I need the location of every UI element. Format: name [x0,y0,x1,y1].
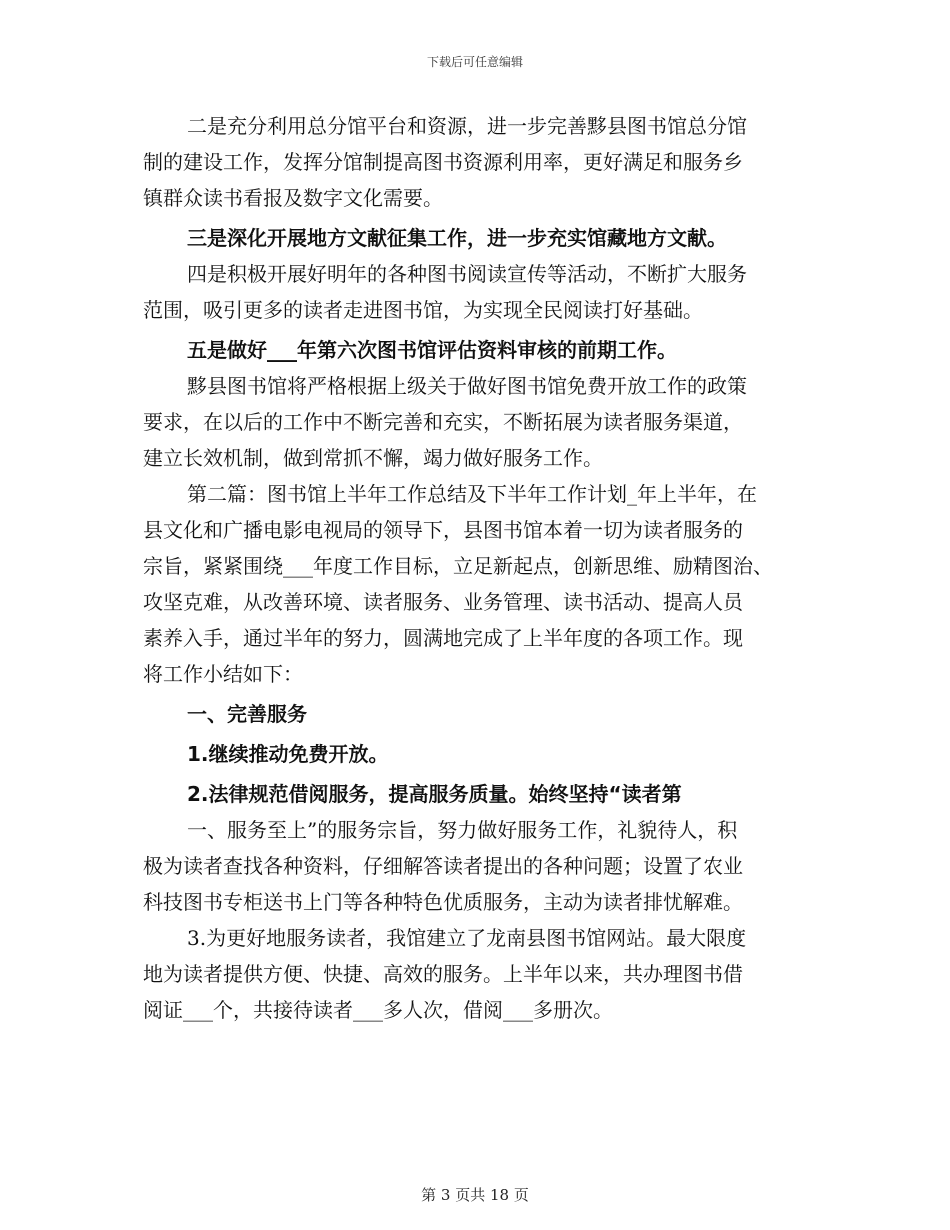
text-line: 科技图书专柜送书上门等各种特色优质服务，主动为读者排忧解难。 [143,890,743,914]
text-line: 四是积极开展好明年的各种图书阅读宣传等活动，不断扩大服务 [187,262,747,286]
heading-line: 2.法律规范借阅服务，提高服务质量。始终坚持“读者第 [187,782,682,806]
text-line: 第二篇：图书馆上半年工作总结及下半年工作计划_年上半年，在 [187,482,757,506]
page-header: 下载后可任意编辑 [426,55,523,69]
heading-line: 五是做好___年第六次图书馆评估资料审核的前期工作。 [187,338,677,362]
text-line: 素养入手，通过半年的努力，圆满地完成了上半年度的各项工作。现 [143,626,743,650]
text-line: 3.为更好地服务读者，我馆建立了龙南县图书馆网站。最大限度 [187,926,747,950]
heading-line: 1.继续推动免费开放。 [187,742,389,766]
text-line: 黟县图书馆将严格根据上级关于做好图书馆免费开放工作的政策 [187,374,747,398]
text-line: 镇群众读书看报及数字文化需要。 [143,186,443,210]
text-line: 宗旨，紧紧围绕___年度工作目标，立足新起点，创新思维、励精图治、 [143,554,773,578]
text-line: 极为读者查找各种资料，仔细解答读者提出的各种问题；设置了农业 [143,854,743,878]
heading-line: 一、完善服务 [187,702,307,726]
text-line: 县文化和广播电影电视局的领导下，县图书馆本着一切为读者服务的 [143,518,743,542]
text-line: 阅证___个，共接待读者___多人次，借阅___多册次。 [143,998,613,1022]
text-line: 二是充分利用总分馆平台和资源，进一步完善黟县图书馆总分馆 [187,114,747,138]
text-line: 要求，在以后的工作中不断完善和充实，不断拓展为读者服务渠道， [143,410,743,434]
text-line: 制的建设工作，发挥分馆制提高图书资源利用率，更好满足和服务乡 [143,150,743,174]
text-line: 范围，吸引更多的读者走进图书馆，为实现全民阅读打好基础。 [143,298,703,322]
text-line: 地为读者提供方便、快捷、高效的服务。上半年以来，共办理图书借 [143,962,743,986]
text-line: 攻坚克难，从改善环境、读者服务、业务管理、读书活动、提高人员 [143,590,743,614]
text-line: 将工作小结如下： [143,662,303,686]
heading-line: 三是深化开展地方文献征集工作，进一步充实馆藏地方文献。 [187,226,727,250]
text-line: 建立长效机制，做到常抓不懈，竭力做好服务工作。 [143,446,603,470]
page-footer: 第 3 页共 18 页 [421,1186,529,1204]
text-line: 一、服务至上”的服务宗旨，努力做好服务工作，礼貌待人，积 [187,818,738,842]
